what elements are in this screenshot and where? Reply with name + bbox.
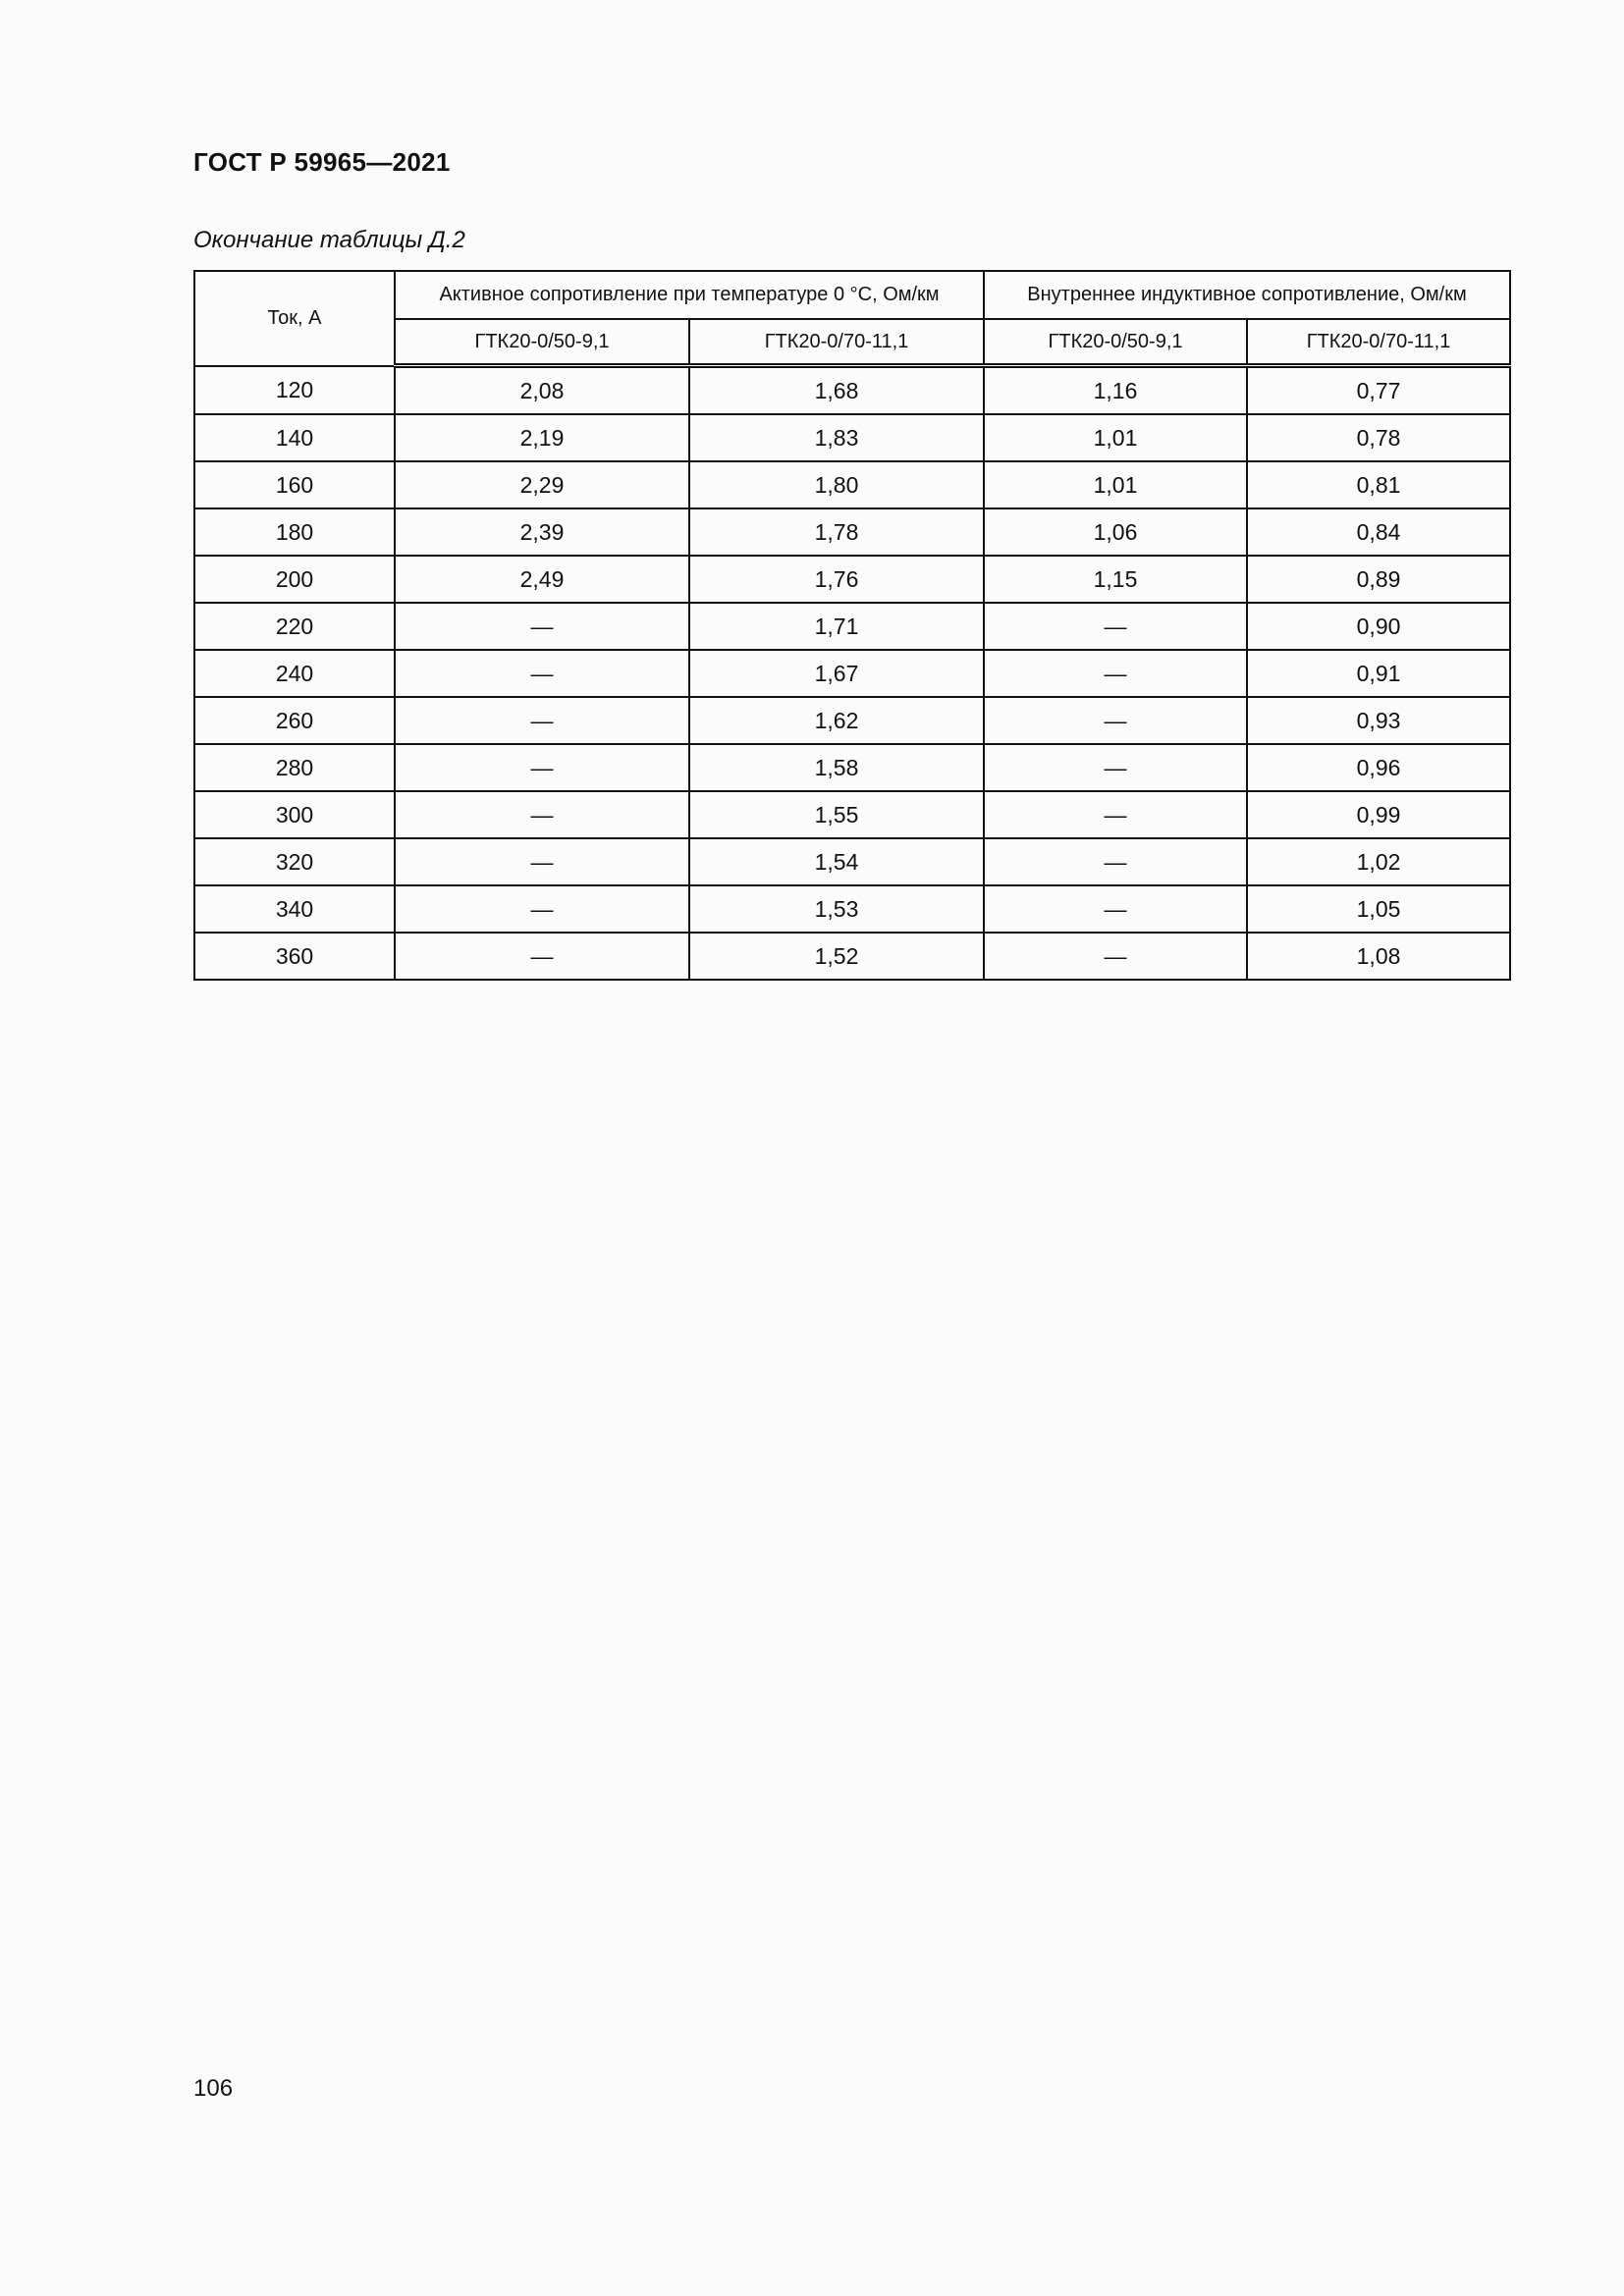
table-cell: 200 (194, 556, 395, 603)
table-body (194, 366, 1510, 981)
table-row (194, 508, 1510, 556)
table-cell: 0,93 (1247, 697, 1510, 744)
table-cell: 1,67 (689, 650, 984, 697)
table-cell: 1,58 (689, 744, 984, 791)
subcol-header: ГТК20-0/70-11,1 (689, 319, 984, 366)
table-cell: 2,49 (395, 556, 689, 603)
table-cell: — (984, 650, 1247, 697)
table-cell: 2,29 (395, 461, 689, 508)
table-row (194, 791, 1510, 838)
table-row (194, 885, 1510, 933)
table-cell: 360 (194, 933, 395, 980)
table-cell: 340 (194, 885, 395, 933)
subcol-header: ГТК20-0/50-9,1 (395, 319, 689, 366)
table-cell: 300 (194, 791, 395, 838)
table-cell: 1,76 (689, 556, 984, 603)
table-cell: — (984, 697, 1247, 744)
group-header-inductive-resistance: Внутреннее индуктивное сопротивление, Ом/км (984, 271, 1510, 319)
table-cell: 1,71 (689, 603, 984, 650)
table-cell: 0,84 (1247, 508, 1510, 556)
table-cell: 1,15 (984, 556, 1247, 603)
subcol-header: ГТК20-0/50-9,1 (984, 319, 1247, 366)
table-cell: 240 (194, 650, 395, 697)
table-row (194, 414, 1510, 461)
table-row (194, 603, 1510, 650)
table-cell: 1,55 (689, 791, 984, 838)
table-cell: 0,90 (1247, 603, 1510, 650)
table-row (194, 838, 1510, 885)
table-cell: 120 (194, 366, 395, 415)
table-row (194, 461, 1510, 508)
table-row (194, 366, 1510, 415)
table-cell: 0,96 (1247, 744, 1510, 791)
subcol-header: ГТК20-0/70-11,1 (1247, 319, 1510, 366)
table-cell: 1,52 (689, 933, 984, 980)
table-cell: 1,78 (689, 508, 984, 556)
table-cell: 1,83 (689, 414, 984, 461)
table-row (194, 650, 1510, 697)
table-row (194, 933, 1510, 980)
resistance-table (193, 270, 1511, 981)
col-header-current: Ток, А (194, 271, 395, 366)
table-cell: 2,19 (395, 414, 689, 461)
table-cell: — (395, 603, 689, 650)
table-cell: — (395, 697, 689, 744)
table-cell: — (395, 744, 689, 791)
table-cell: 0,89 (1247, 556, 1510, 603)
table-cell: 1,53 (689, 885, 984, 933)
table-cell: 320 (194, 838, 395, 885)
table-cell: — (395, 885, 689, 933)
table-row (194, 556, 1510, 603)
table-cell: — (395, 838, 689, 885)
table-cell: 2,08 (395, 366, 689, 415)
table-cell: 0,78 (1247, 414, 1510, 461)
table-cell: — (984, 933, 1247, 980)
table-row (194, 697, 1510, 744)
table-cell: — (984, 603, 1247, 650)
page-number: 106 (193, 2075, 234, 2102)
table-cell: 0,81 (1247, 461, 1510, 508)
table-cell: 2,39 (395, 508, 689, 556)
table-cell: 1,06 (984, 508, 1247, 556)
table-cell: 1,68 (689, 366, 984, 415)
table-cell: 1,08 (1247, 933, 1510, 980)
table-cell: 160 (194, 461, 395, 508)
table-cell: 280 (194, 744, 395, 791)
table-cell: 0,91 (1247, 650, 1510, 697)
table-caption: Окончание таблицы Д.2 (193, 227, 465, 253)
table-cell: 180 (194, 508, 395, 556)
table-row (194, 744, 1510, 791)
table-cell: — (395, 791, 689, 838)
table-cell: 1,80 (689, 461, 984, 508)
table-cell: 1,62 (689, 697, 984, 744)
table-cell: — (395, 933, 689, 980)
table-cell: — (984, 744, 1247, 791)
table-cell: 1,05 (1247, 885, 1510, 933)
table-cell: 260 (194, 697, 395, 744)
group-header-active-resistance: Активное сопротивление при температуре 0 °С, Ом/км (395, 271, 984, 319)
table-cell: 1,01 (984, 461, 1247, 508)
table-cell: 1,54 (689, 838, 984, 885)
table-cell: — (984, 838, 1247, 885)
table-cell: — (984, 885, 1247, 933)
table-cell: 1,01 (984, 414, 1247, 461)
table-cell: 1,16 (984, 366, 1247, 415)
table-cell: 220 (194, 603, 395, 650)
table-cell: 0,99 (1247, 791, 1510, 838)
table-cell: 0,77 (1247, 366, 1510, 415)
table-cell: 1,02 (1247, 838, 1510, 885)
table-cell: — (395, 650, 689, 697)
table-cell: 140 (194, 414, 395, 461)
document-code-header: ГОСТ Р 59965—2021 (193, 147, 451, 177)
table-cell: — (984, 791, 1247, 838)
